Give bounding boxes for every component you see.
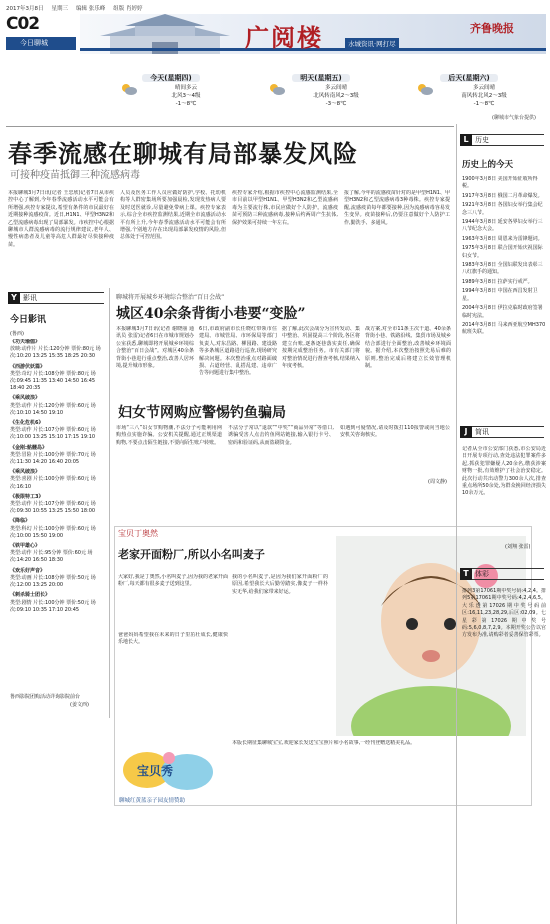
lottery-body: 排列3第17061期中奖号码:4,2,4。排列5第17061期中奖号码:4,2,4,6,5。大乐透第17026期中奖号码前区:16,11,23,28,29,后区:02,09。七星彩第17026期中奖号码:5,6,0,8,7,2,9。本期开奖公告以官方发布为准,请购彩者妥善保管彩票。 [462,588,546,639]
lead-column-4: 报了解,今年的流感疫苗针对的是甲型H1N1、甲型H3N2和乙型流感病毒3种毒株。疾控专家提醒,流感疫苗每年都要接种,因为流感病毒容易发生变异。疫苗接种后,仍要注意做好个人防护工作,勤洗手、多通风。 [344,190,450,226]
edition-editor: 编辑 张乐峰 [76,6,106,12]
column-rule [109,288,110,718]
weather-wind: 南风转北风2～3级 [461,93,507,99]
story1-column-4: 战方案,对全市11条主次干道、40余条背街小巷、铁路沿线、集贸市场及城乡结合部进行全面整治,改善城乡环境面貌。据介绍,本次整治按照先易后难的原则,整治完成后将建立长效管理机制。 [365,326,451,370]
column-title: 广阅楼 [245,23,323,52]
movie-showtimes: 类型:动画 片长:108分钟 票价:50元 场次:12:00 13:25 20:00 [10,574,96,589]
weather-cond: 晴间多云 [174,85,197,91]
baby-box-label: 宝贝丁奥然 [118,529,158,538]
story1-column-1: 本报聊城3月7日讯(记者 谢晓丽 通讯员 张雷)记者6日在市城市规划办公室获悉,聊城即将开展城乡环境综合整治“百日会战”。对城区40余条背街小巷进行重点整治,改善人居环境,提升城市形象。 [116,326,194,370]
story1-column-3: 据了解,此次会战分为宣传发动、集中整治、巩固提高三个阶段,各区将建立台账,逐条逐巷落实责任,确保按期完成整治任务。市有关部门将对整治情况进行督查考核,结果纳入年度考核。 [282,326,360,370]
movies-footer: 鲁西影院团购活动详询影院前台 [10,694,81,700]
history-entry: 1921年3月8日 各国妇女举行集会纪念三八节。 [462,202,543,216]
story3-column-2: 爸爸妈妈希望我在未来的日子里茁壮成长,健康快乐地长大。 [118,632,228,646]
lead-headline: 春季流感在聊城有局部暴发风险 [8,139,358,168]
movie-schedule-item [10,445,106,467]
sun-cloud-icon [120,82,138,96]
wish-badge-mark: 宝贝秀 [137,764,174,778]
brief-body: 记者从全市公安部门获悉,市公安局近日开展专项行动,查处违法犯罪案件多起,抓获犯罪嫌疑人20余名,缴获涉案财物一批,有效维护了社会治安稳定。此次行动共出动警力300余人次,排查重点场所50余处,为群众挽回经济损失10余万元。 [462,446,546,497]
page-number: C02 [6,14,40,34]
movie-title: 《乘风破浪》 [10,469,41,476]
movie-schedule-item [10,518,106,540]
section-label: 影讯 [23,294,37,302]
history-entry: 1900年3月8日 美国开始征收所得税。 [462,176,538,190]
edition-info [6,4,544,13]
movie-showtimes: 类型:动作 片长:120分钟 票价:60元 场次:10:10 14:50 19:10 [10,402,96,416]
movie-title: 《铁甲雄心》 [10,543,41,550]
history-entry: 1989年3月8日 拉萨实行戒严。 [462,278,533,285]
edition-date: 2017年3月8日 [6,6,44,12]
lottery-section-header [460,568,544,580]
movie-title: 《欢乐好声音》 [10,567,46,574]
history-list [462,176,546,414]
column-subtitle: 水城资讯·网打尽 [345,38,399,49]
history-entry: 2014年3月8日 马来西亚航空MH370航班失联。 [462,321,546,336]
lead-column-1: 本报聊城3月7日讯(记者 王忠欣)记者7日从市疾控中心了解到,今年春季流感活动水平可能会有所增强,疾控专家提议,希望有条件的市民最好在近期接种流感疫苗。近日,H1N1、甲型H3N2和乙型流感病毒出现了局部暴发。市疾控中心根据聊城市人群流感病毒的流行规律建议,老年人、慢性病患者及儿童等高危人群最好尽快接种疫苗。 [8,190,114,248]
movie-title: 《西游伏妖篇》 [10,363,46,370]
movie-schedule-item [10,494,106,516]
movie-title: 《刺杀骑士团长》 [10,592,51,599]
movie-schedule-item [10,469,106,491]
story2-column-1: 市场“三八”妇女节购物潮,不法分子可能利用网购热点实施诈骗。公安机关提醒,通过正规渠道购物,不要点击陌生链接,不要向陌生账户转账。 [116,425,222,446]
movie-schedule-item [10,364,106,393]
weather-temp: -1～8℃ [473,101,495,107]
weather-wind: 北风3～4级 [171,93,201,99]
section-initial-box: T [460,568,472,580]
history-entry: 1983年3月8日 全国妇联发出表彰三八红旗手的通知。 [462,262,543,276]
story2-byline: (周文静) [428,479,447,485]
column-rule [456,124,457,924]
weather-cond: 多云间晴 [472,85,495,91]
movie-showtimes: 放映:动作片 片长:120分钟 票价:80元 场次:10:20 13:25 15:35 18:25 20:30 [10,346,101,360]
history-entry: 1963年3月8日 周恩来为雷锋题词。 [462,235,543,242]
section-initial-box: L [460,134,472,146]
story1-kicker: 聊城将开展城乡环境综合整治“百日会战” [116,294,225,301]
section-initial-box: Y [8,292,20,304]
movie-schedule-item [10,592,106,614]
story3-column-4: 本版长期征集聊城宝宝,欢迎家长发送宝宝照片和小名故事,一经刊登赠送精美礼品。 [232,740,416,746]
story2-headline: 妇女节网购应警惕钓鱼骗局 [118,405,286,421]
movie-schedule-list [10,339,106,687]
section-label: 体彩 [475,570,489,578]
section-initial-box: J [460,426,472,438]
movie-showtimes: 类型:剧情 片长:100分钟 票价:50元 场次:09:10 10:35 17:10 20:45 [10,599,96,613]
movies-byline: (姜文西) [70,702,89,708]
story1-column-2: 6日,市政府副市长任晓红带领市住建局、市城管局、市环保局等部门负责人,对东昌路、柳园路、建设路等多条城区道路进行巡查,现场研究解决问题。本次整治重点对路面破损、占道经营、乱搭乱建、违章广告等问题进行集中整治。 [199,326,277,377]
movie-showtimes: 类型:冒险 片长:100分钟 票价:70元 场次:11:30 14:20 16:40 20:05 [10,451,96,466]
history-entry: 2004年3月8日 伊拉克临时政府签署临时宪法。 [462,305,543,319]
movies-title: 今日影讯 [10,315,47,325]
brief-byline: (刘翔 张雷) [505,544,531,550]
movie-schedule-item [10,568,106,590]
lead-column-2: 人员及医务工作人员应做好防护,学校、托幼机构等人群密集场所要加强晨检,发现发热病人要及时送医就诊,尽量避免带病上课。疾控专家表示,综合全市疾控监测结果,近期全市流感活动水平有所上升,今年春季流感活动水平可能会有所增强,个别地方存在出现局部暴发疫情的风险,但总体处于可控范围。 [120,190,226,241]
wish-badge [117,748,221,806]
section-label: 简讯 [475,428,489,436]
newspaper-brand: 齐鲁晚报 [470,22,514,35]
weather-temp: -1～8℃ [175,101,197,107]
weather-wind: 北风转南风2～3级 [313,93,359,99]
movie-showtimes: 类型:动作 片长:107分钟 票价:60元 场次:09:30 10:55 13:25 15:50 18:00 [10,501,96,515]
movie-schedule-item [10,420,106,442]
story2-column-3: 如遇到可疑情况,请及时拨打110报警或向当地公安机关咨询核实。 [340,425,450,439]
story3-column-3: 我的小名叫麦子,是因为我们家开面粉厂的原因,希望我长大后勤劳踏实,像麦子一样朴实无华,给我们家带来好运。 [232,574,328,595]
history-entry: 1917年3月8日 俄国二月革命爆发。 [462,192,543,199]
divider [6,126,454,127]
history-section-header [460,134,544,146]
movie-title: 《功夫瑜伽》 [10,339,41,345]
movies-section-header [8,292,104,304]
movie-schedule-item [10,339,106,361]
movie-schedule-item [10,395,106,417]
weather-source: (聊城市气象台提供) [492,115,536,121]
lead-subhead: 可接种疫苗抵御三种流感病毒 [10,170,140,181]
movie-title: 《生化危机6》 [10,420,44,427]
story3-headline: 老家开面粉厂,所以小名叫麦子 [118,548,265,561]
weather-day: 后天(星期六) [440,74,497,82]
movie-showtimes: 类型:奇幻 片长:108分钟 票价:80元 场次:09:45 11:35 13:40 14:50 16:45 18:40 20:35 [10,370,96,392]
movie-showtimes: 类型:喜剧 片长:100分钟 票价:60元 场次:16:10 [10,476,96,490]
weather-cond: 多云间晴 [324,85,347,91]
cloud-sun-icon [416,82,434,96]
history-title: 历史上的今天 [462,160,514,170]
cinema-name: (鲁西) [10,331,24,337]
lead-column-3: 疾控专家介绍,根据市疾控中心流感监测结果,全市目前以甲型H1N1、甲型H3N2和乙型流感病毒为主要流行株,市民应做好个人防护。流感疫苗可预防三种流感病毒,接种后约两周产生抗体,保护效果可持续一年左右。 [232,190,338,226]
movie-title: 《金刚:骷髅岛》 [10,444,48,451]
movie-showtimes: 类型:动作 片长:95分钟 票价:60元 场次:14:20 16:50 18:30 [10,550,93,564]
wish-caption: 聊城红黄蓝亲子园友情赞助 [119,798,186,804]
brief-section-header [460,426,544,438]
edition-weekday: 星期三 [51,6,69,12]
movie-title: 《乘风破浪》 [10,395,41,402]
movie-title: 《降临》 [10,518,31,525]
weather-temp: -3～8℃ [325,101,347,107]
story3-column-1: 大家好,我是丁奥然,小名叫麦子,因为我的老家开面粉厂,每天都有很多麦子送到这里。 [118,574,228,588]
history-entry: 1944年3月8日 延安各界妇女举行三八节纪念大会。 [462,219,543,233]
movie-showtimes: 类型:科幻 片长:100分钟 票价:60元 场次:10:00 15:50 19:00 [10,525,96,539]
history-entry: 1994年3月8日 中国在西昌发射卫星。 [462,288,538,302]
story2-column-2: 不法分子常以“退款”“中奖”“商品异常”等借口,诱骗受害人点击钓鱼网站链接,输入银行卡号、密码和验证码,从而盗刷资金。 [228,425,334,446]
history-entry: 1975年3月8日 联合国开始庆祝国际妇女节。 [462,245,543,259]
movie-title: 《极限特工3》 [10,493,44,500]
movie-schedule-item [10,543,106,565]
story1-headline: 城区40余条背街小巷要“变脸” [116,306,306,322]
weather-day: 明天(星期五) [292,74,349,82]
section-tag: 今日聊城 [6,37,76,50]
cloud-sun-icon [268,82,286,96]
weather-day: 今天(星期四) [142,74,199,82]
edition-layout: 组版 肖婷婷 [113,6,143,12]
movie-showtimes: 类型:动作 片长:107分钟 票价:60元 场次:10:00 13:25 15:10 17:15 19:10 [10,427,96,441]
section-label: 历史 [475,136,489,144]
